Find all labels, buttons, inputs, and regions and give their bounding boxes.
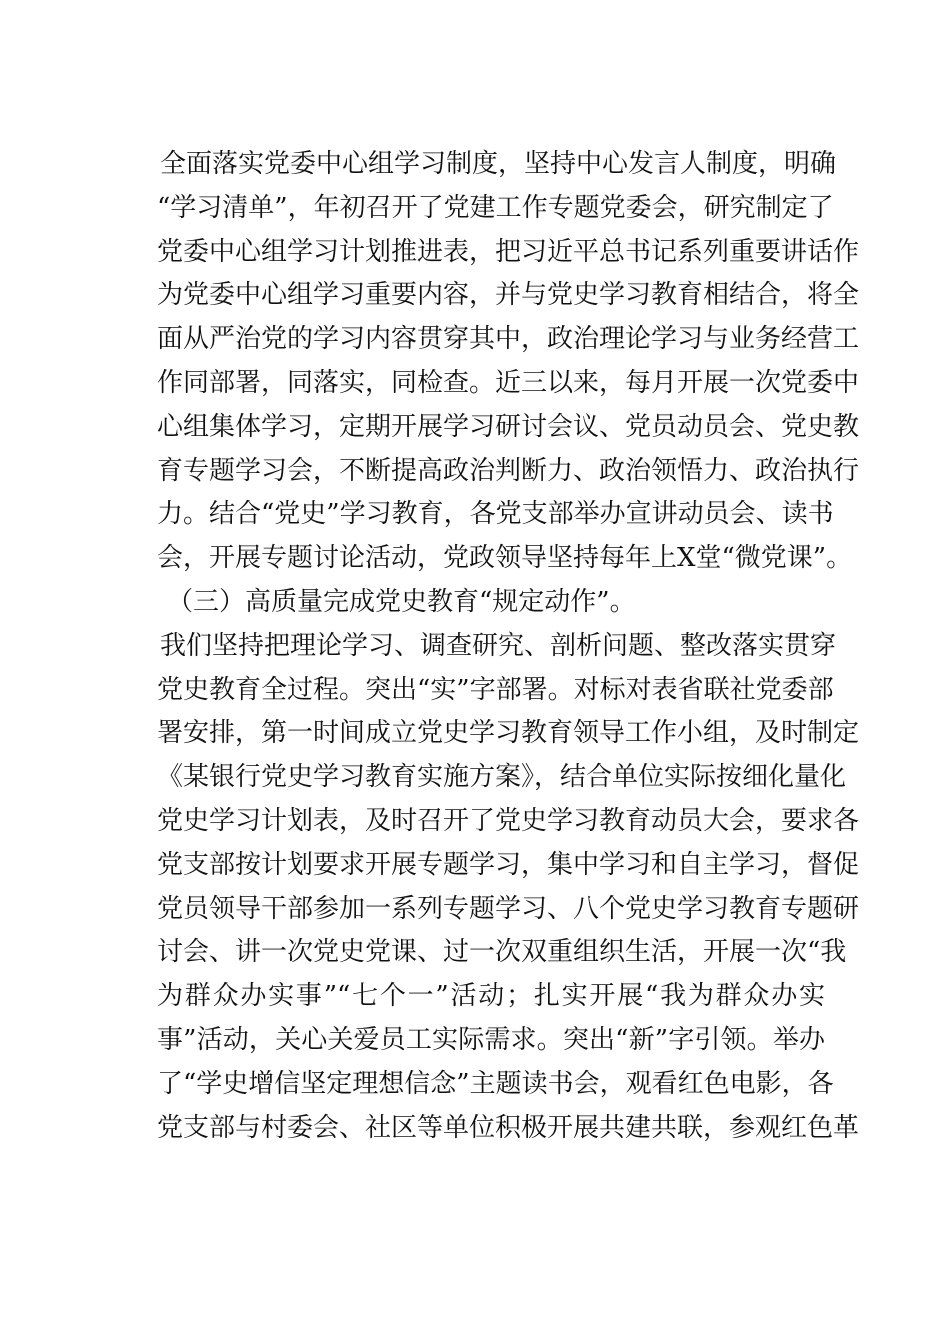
paragraph-line: 党委中心组学习计划推进表，把习近平总书记系列重要讲话作 (157, 236, 860, 267)
paragraph-line: 署安排，第一时间成立党史学习教育领导工作小组，及时制定 (157, 718, 860, 749)
paragraph-line: 了“学史增信坚定理想信念”主题读书会，观看红色电影，各 (157, 1068, 834, 1099)
paragraph-line: “学习清单”，年初召开了党建工作专题党委会，研究制定了 (157, 192, 834, 223)
paragraph-2 (157, 625, 860, 1151)
paragraph-line: 党史教育全过程。突出“实”字部署。对标对表省联社党委部 (157, 674, 834, 705)
paragraph-line: 党支部按计划要求开展专题学习，集中学习和自主学习，督促 (157, 849, 860, 880)
paragraph-line: 育专题学习会，不断提高政治判断力、政治领悟力、政治执行 (157, 455, 860, 486)
paragraph-line: 事”活动，关心关爱员工实际需求。突出“新”字引领。举办 (157, 1024, 825, 1055)
paragraph-line: 《某银行党史学习教育实施方案》，结合单位实际按细化量化 (157, 762, 847, 793)
paragraph-line: 全面落实党委中心组学习制度，坚持中心发言人制度，明确 (160, 149, 837, 179)
paragraph-line: 党员领导干部参加一系列专题学习、八个党史学习教育专题研 (157, 893, 860, 924)
paragraph-line: 心组集体学习，定期开展学习研讨会议、党员动员会、党史教 (157, 411, 860, 442)
paragraph-line: 作同部署，同落实，同检查。近三以来，每月开展一次党委中 (157, 367, 860, 398)
paragraph-line: 为党委中心组学习重要内容，并与党史学习教育相结合，将全 (157, 280, 860, 311)
paragraph-1 (157, 143, 860, 581)
paragraph-line: 为群众办实事”“七个一”活动；扎实开展“我为群众办实 (157, 981, 825, 1012)
paragraph-line: 面从严治党的学习内容贯穿其中，政治理论学习与业务经营工 (157, 324, 860, 355)
paragraph-line: 党支部与村委会、社区等单位积极开展共建共联，参观红色革 (157, 1112, 860, 1143)
paragraph-line: 党史学习计划表，及时召开了党史学习教育动员大会，要求各 (157, 805, 860, 836)
document-body (157, 143, 860, 1150)
paragraph-line: 我们坚持把理论学习、调查研究、剖析问题、整改落实贯穿 (160, 630, 837, 661)
paragraph-line: 讨会、讲一次党史党课、过一次双重组织生活，开展一次“我 (157, 937, 847, 968)
paragraph-line: 力。结合“党史”学习教育，各党支部举办宣讲动员会、读书 (157, 499, 834, 530)
paragraph-line: 会，开展专题讨论活动，党政领导坚持每年上X堂“微党课”。 (157, 543, 853, 574)
section-heading: （三）高质量完成党史教育“规定动作”。 (167, 586, 636, 617)
